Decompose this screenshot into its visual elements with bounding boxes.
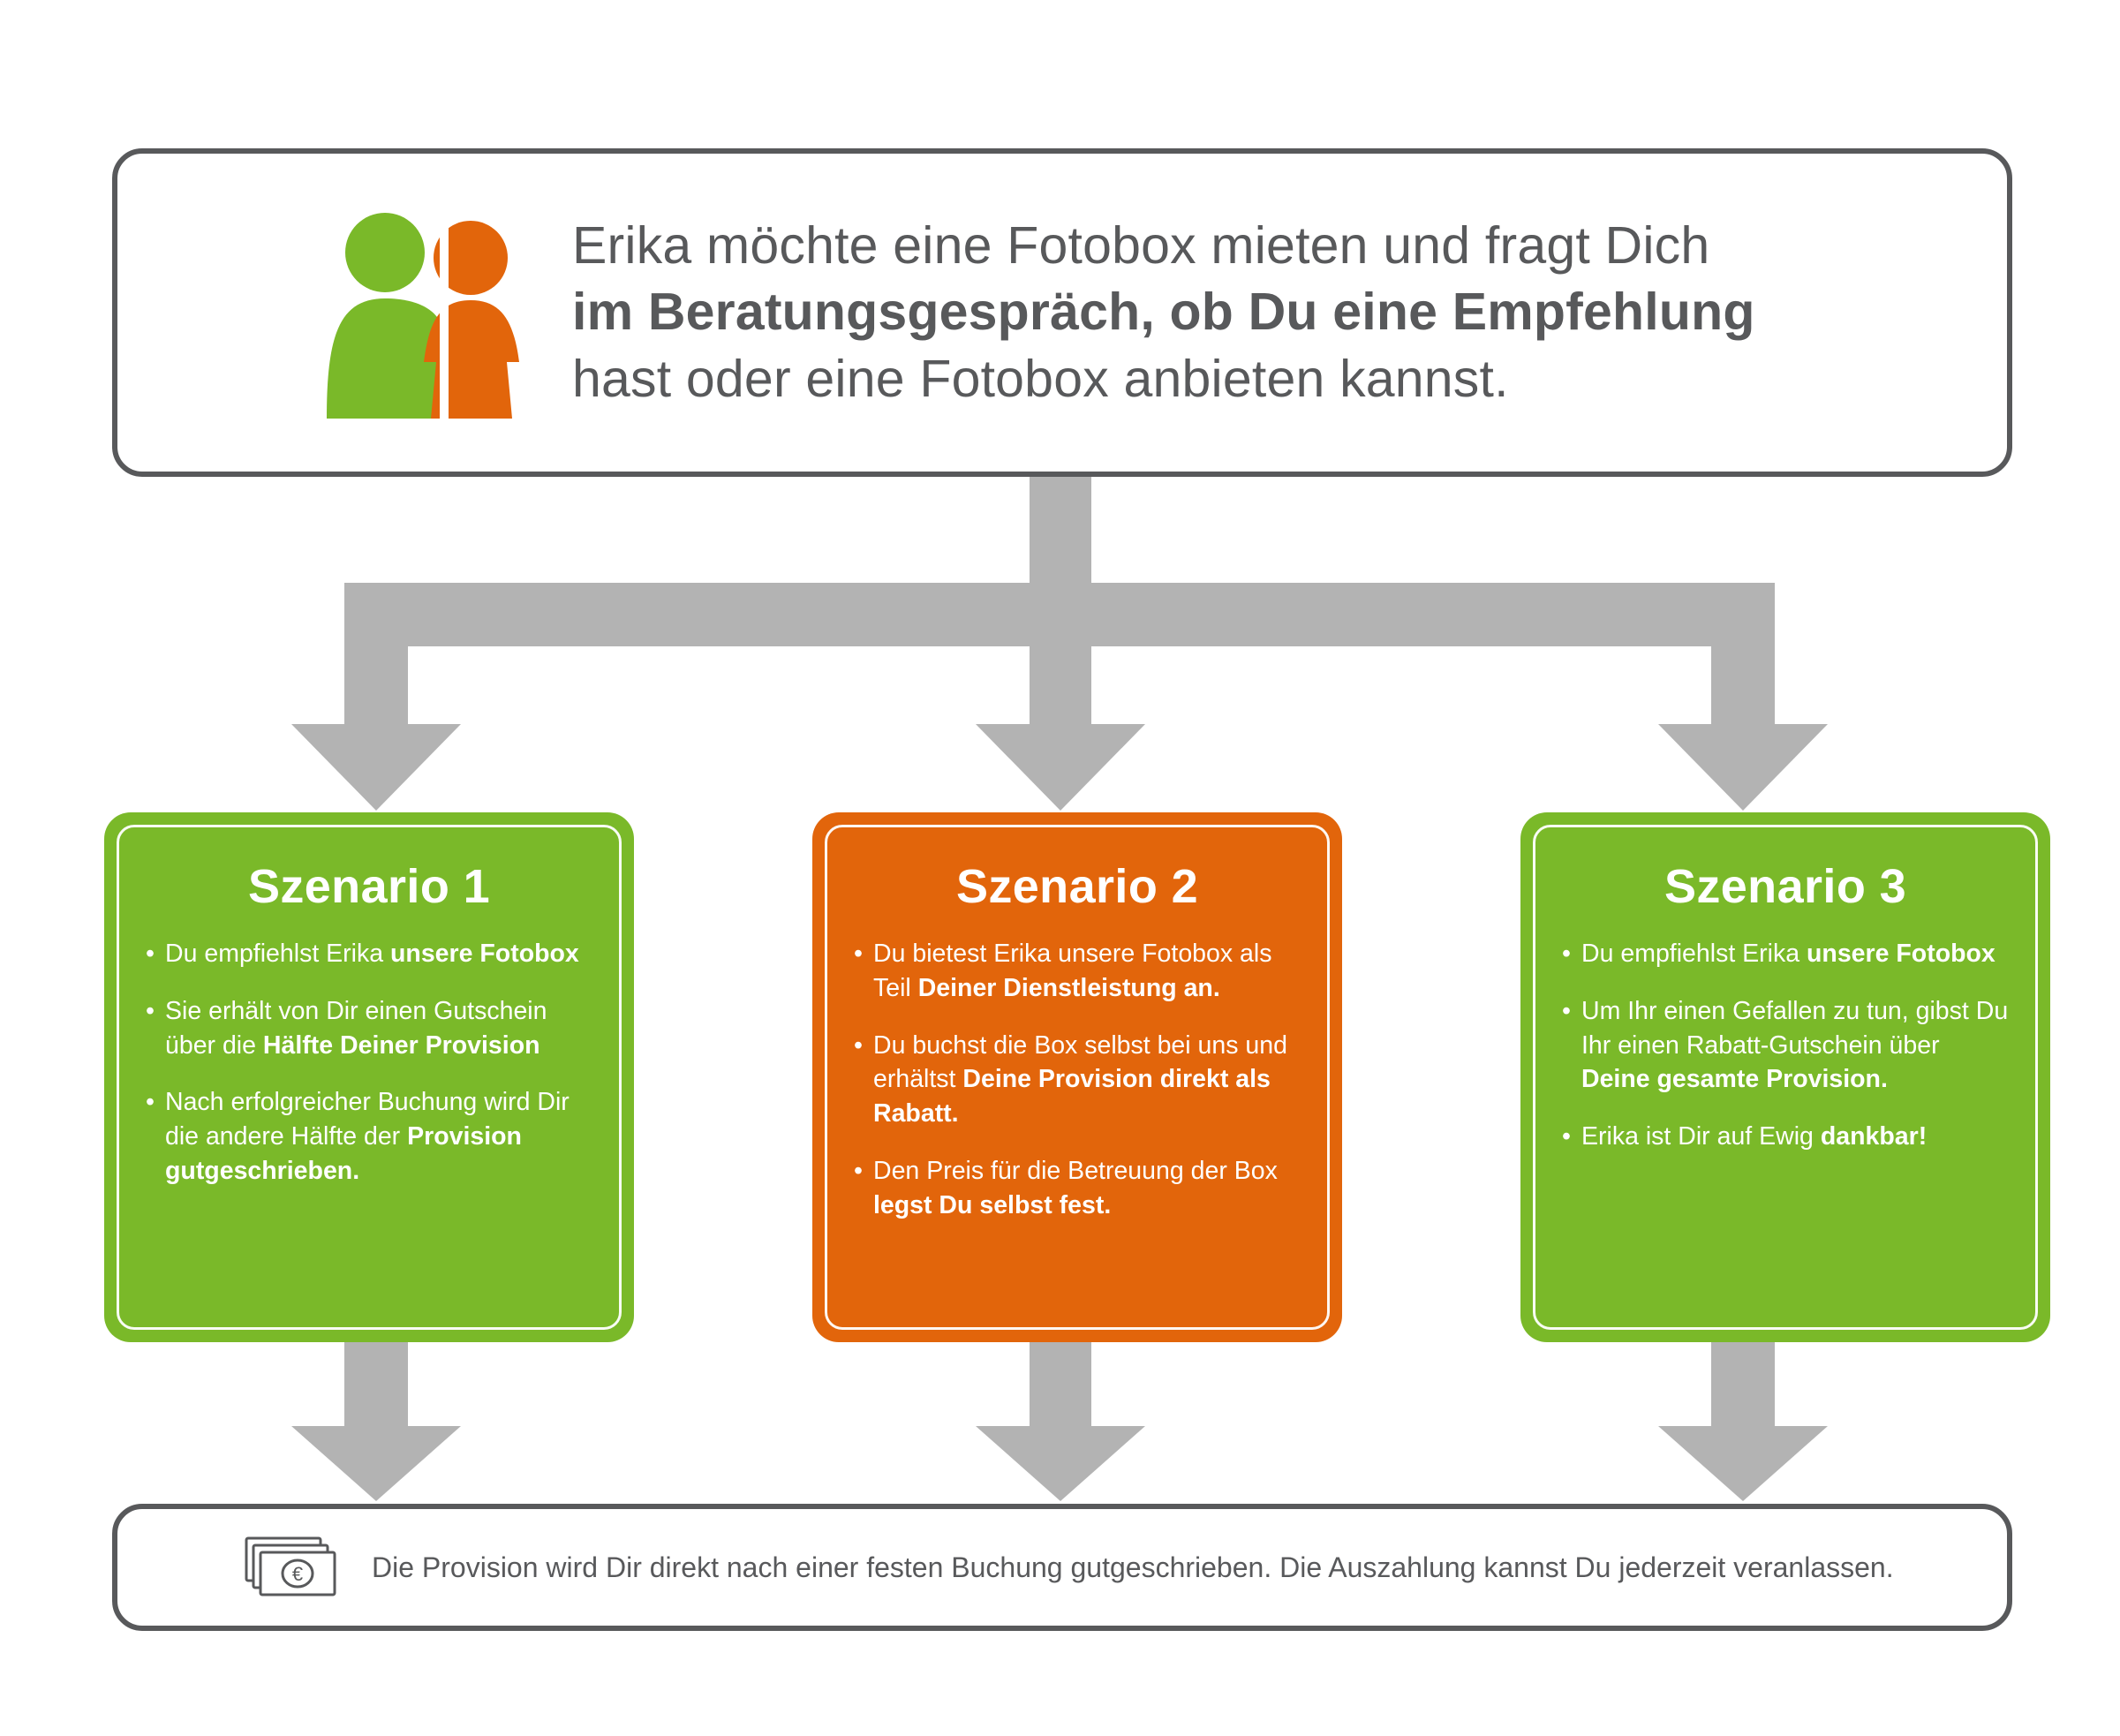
two-people-icon	[307, 207, 546, 419]
scenario-title: Szenario 2	[955, 860, 1199, 913]
bullet-text: Du empfiehlst Erika	[165, 940, 391, 968]
scenario-bullet-item	[142, 994, 596, 1063]
bullet-text: Du empfiehlst Erika	[1581, 940, 1807, 968]
bullet-text-bold: Deine gesamte Provision.	[1581, 1065, 1888, 1094]
bullet-text-bold: unsere Fotobox	[1807, 940, 1996, 968]
scenario-bullet-item	[850, 1154, 1304, 1223]
scenario-title: Szenario 3	[1664, 860, 1907, 913]
scenario-bullet-item	[850, 937, 1304, 1006]
scenario-bullets	[850, 937, 1304, 1222]
arrow-distribution	[291, 477, 1828, 811]
bullet-text-bold: dankbar!	[1820, 1122, 1928, 1151]
payout-text: Die Provision wird Dir direkt nach einer festen Buchung gutgeschrieben. Die Auszahlung kannst Du jederzeit veranlassen.	[372, 1551, 1894, 1583]
svg-text:€: €	[291, 1563, 304, 1585]
scenario-card-3	[1520, 812, 2050, 1342]
scenario-bullet-item	[1558, 1120, 2012, 1154]
bullet-text: Sie erhält von Dir einen Gutschein über die	[165, 996, 547, 1060]
bullet-text-bold: Provision gutgeschrieben.	[165, 1122, 522, 1185]
scenario-bullet-item	[1558, 994, 2012, 1097]
intro-text	[572, 213, 1755, 413]
bullet-text: Du bietest Erika unsere Fotobox als Teil	[873, 940, 1272, 1002]
money-stack-euro-icon	[241, 1529, 347, 1605]
payout-banner	[112, 1504, 2012, 1631]
bullet-text-bold: Deine Provision direkt als Rabatt.	[873, 1065, 1271, 1128]
intro-line-1: Erika möchte eine Fotobox mieten und fragt Dich	[572, 215, 1710, 275]
bullet-text-bold: unsere Fotobox	[390, 940, 579, 968]
bullet-text: Nach erfolgreicher Buchung wird Dir die andere Hälfte der	[165, 1088, 570, 1151]
bullet-text-bold: legst Du selbst fest.	[873, 1190, 1112, 1219]
scenario-bullet-item	[142, 1085, 596, 1188]
bullet-text: Um Ihr einen Gefallen zu tun, gibst Du Ihr einen Rabatt-Gutschein über	[1581, 996, 2009, 1060]
intro-line-2: im Beratungsgespräch, ob Du eine Empfehlung	[572, 283, 1755, 342]
scenario-bullet-item	[1558, 937, 2012, 971]
scenario-bullet-item	[142, 937, 596, 971]
scenario-bullets	[142, 937, 596, 1189]
scenario-title: Szenario 1	[247, 860, 491, 913]
arrow-to-bottom	[291, 1342, 1828, 1501]
scenario-card-2	[812, 812, 1342, 1342]
scenario-card-1	[104, 812, 634, 1342]
scenario-bullet-item	[850, 1029, 1304, 1131]
scenario-bullets	[1558, 937, 2012, 1154]
bullet-text: Erika ist Dir auf Ewig	[1581, 1122, 1821, 1151]
bullet-text: Du buchst die Box selbst bei uns und erhältst	[873, 1030, 1287, 1094]
bullet-text: Den Preis für die Betreuung der Box	[873, 1156, 1278, 1185]
intro-banner	[112, 148, 2012, 477]
intro-line-3: hast oder eine Fotobox anbieten kannst.	[572, 349, 1509, 408]
bullet-text-bold: Hälfte Deiner Provision	[262, 1030, 540, 1060]
bullet-text-bold: Deiner Dienstleistung an.	[917, 973, 1220, 1002]
